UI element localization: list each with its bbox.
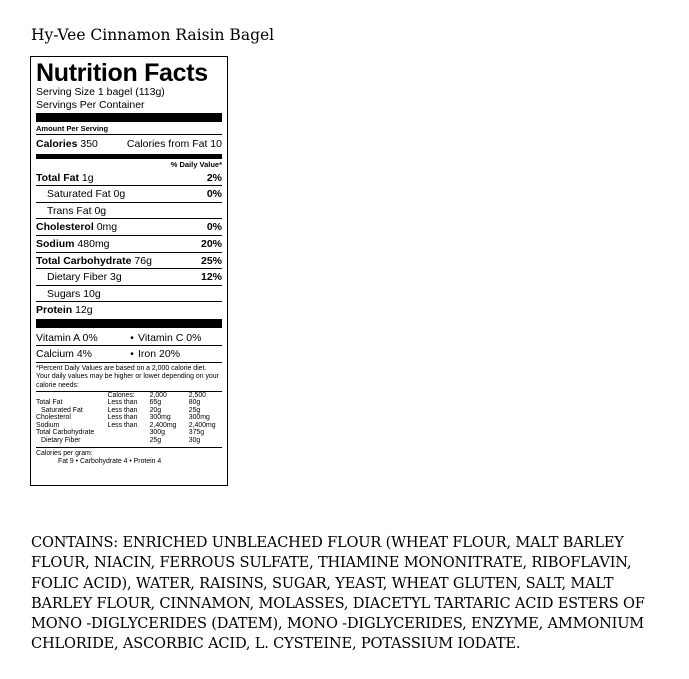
bullet-separator: • [130,331,134,344]
dv-table-cell: 25g [149,436,162,444]
dv-table-cell: 300g [149,429,165,437]
dv-table-cell: Less than [107,406,138,414]
nutrient-name-amount: Sugars 10g [47,287,101,300]
dv-table-header [36,392,222,399]
daily-value-table [36,392,222,444]
dv-table-cell: 20g [149,406,162,414]
nutrient-daily-value: 25% [200,254,222,267]
dv-table-cell: 80g [188,399,201,407]
calories-from-fat: Calories from Fat 10 [126,137,222,150]
nutrient-row [36,185,222,202]
vitamin-row [36,330,222,346]
dv-table-cell: 2,000 [149,391,167,399]
nutrient-row [36,252,222,269]
nutrient-name-amount: Protein 12g [36,304,93,317]
product-title: Hy-Vee Cinnamon Raisin Bagel [31,26,275,44]
nutrient-row [36,235,222,252]
dv-table-cell: Cholesterol [36,414,71,422]
nutrient-name-amount: Dietary Fiber 3g [47,271,122,284]
nutrient-name-amount: Cholesterol 0mg [36,221,118,234]
nutrient-daily-value: 12% [200,271,222,284]
dv-table-cell: Saturated Fat [41,406,83,414]
amount-per-serving: Amount Per Serving [36,124,109,134]
nutrient-daily-value: 2% [206,171,222,184]
dv-table-cell: Dietary Fiber [41,436,81,444]
dv-table-cell: Total Fat [36,399,63,407]
nutrient-list [36,170,222,318]
dv-table-cell: 2,500 [188,391,207,399]
calories-per-gram: Fat 9 • Carbohydrate 4 • Protein 4 [58,458,162,466]
nutrient-row [36,301,222,318]
nutrient-name-amount: Trans Fat 0g [47,204,107,217]
thick-divider [36,319,222,328]
nutrient-row [36,268,222,285]
dv-table-row [36,414,222,421]
dv-table-cell: 300mg [149,414,171,422]
dv-table-cell: 65g [149,399,162,407]
dv-table-cell: 2,400mg [149,421,177,429]
daily-value-header: % Daily Value* [170,160,222,170]
dv-table-cell: 375g [188,429,205,437]
dv-table-row [36,422,222,429]
nutrition-facts-heading: Nutrition Facts [36,59,208,87]
dv-table-cell [106,437,144,444]
vitamin-left: Calcium 4% [36,348,93,361]
dv-table-cell: Less than [107,414,138,422]
nutrient-daily-value: 20% [200,237,222,250]
dv-table-cell: 25g [188,406,201,414]
dv-table-row [36,407,222,414]
serving-size: Serving Size 1 bagel (113g) [36,86,165,98]
nutrient-daily-value: 0% [206,221,222,234]
nutrient-name-amount: Total Carbohydrate 76g [36,254,152,267]
thick-divider [36,113,222,122]
medium-divider [36,154,222,159]
vitamin-left: Vitamin A 0% [36,331,98,344]
nutrition-facts-label [30,56,228,486]
vitamin-row [36,345,222,362]
nutrient-name-amount: Total Fat 1g [36,171,94,184]
dv-table-cell: Calories: [107,391,135,399]
vitamin-right: Vitamin C 0% [138,331,202,344]
dv-table-cell [106,429,144,436]
nutrient-row [36,218,222,235]
dv-table-row [36,437,222,444]
dv-table-cell [36,392,106,399]
dv-table-row [36,399,222,406]
nutrient-name-amount: Sodium 480mg [36,237,110,250]
ingredients-statement: CONTAINS: ENRICHED UNBLEACHED FLOUR (WHEAT FLOUR, MALT BARLEY FLOUR, NIACIN, FERROUS SULFATE, THIAMINE MONONITRATE, RIBOFLAVIN, FOLIC ACID), WATER, RAISINS, SUGAR, YEAST, WHEAT GLUTEN, SALT, MALT BARLEY FLOUR, CINNAMON, MOLASSES, DIACETYL TARTARIC ACID ESTERS OF MONO -DIGLYCERIDES (DATEM), MONO -DIGLYCERIDES, ENZYME, AMMONIUM CHLORIDE, ASCORBIC ACID, L. CYSTEINE, POTASSIUM IODATE. [31,534,645,653]
bullet-separator: • [130,348,134,361]
dv-table-cell: Sodium [36,421,60,429]
nutrient-row [36,285,222,302]
daily-value-footnote: *Percent Daily Values are based on a 2,000 calorie diet. Your daily values may be higher or lower depending on your calorie needs: [36,362,222,390]
nutrient-daily-value: 0% [206,188,222,201]
dv-table-cell: 2,400mg [188,421,216,429]
nutrient-row [36,170,222,186]
dv-table-cell: 300mg [188,414,210,422]
dv-table-row [36,429,222,436]
calories-row [36,134,222,153]
vitamin-right: Iron 20% [138,348,181,361]
dv-table-cell: Less than [107,421,138,429]
vitamin-list [36,330,222,362]
dv-table-cell: Total Carbohydrate [36,429,95,437]
calories-per-gram-label: Calories per gram: [36,447,222,458]
nutrient-row [36,202,222,219]
servings-per-container: Servings Per Container [36,98,145,111]
dv-table-cell: Less than [107,399,138,407]
dv-table-cell: 30g [188,436,201,444]
calories: Calories 350 [36,137,98,150]
nutrient-name-amount: Saturated Fat 0g [47,188,126,201]
